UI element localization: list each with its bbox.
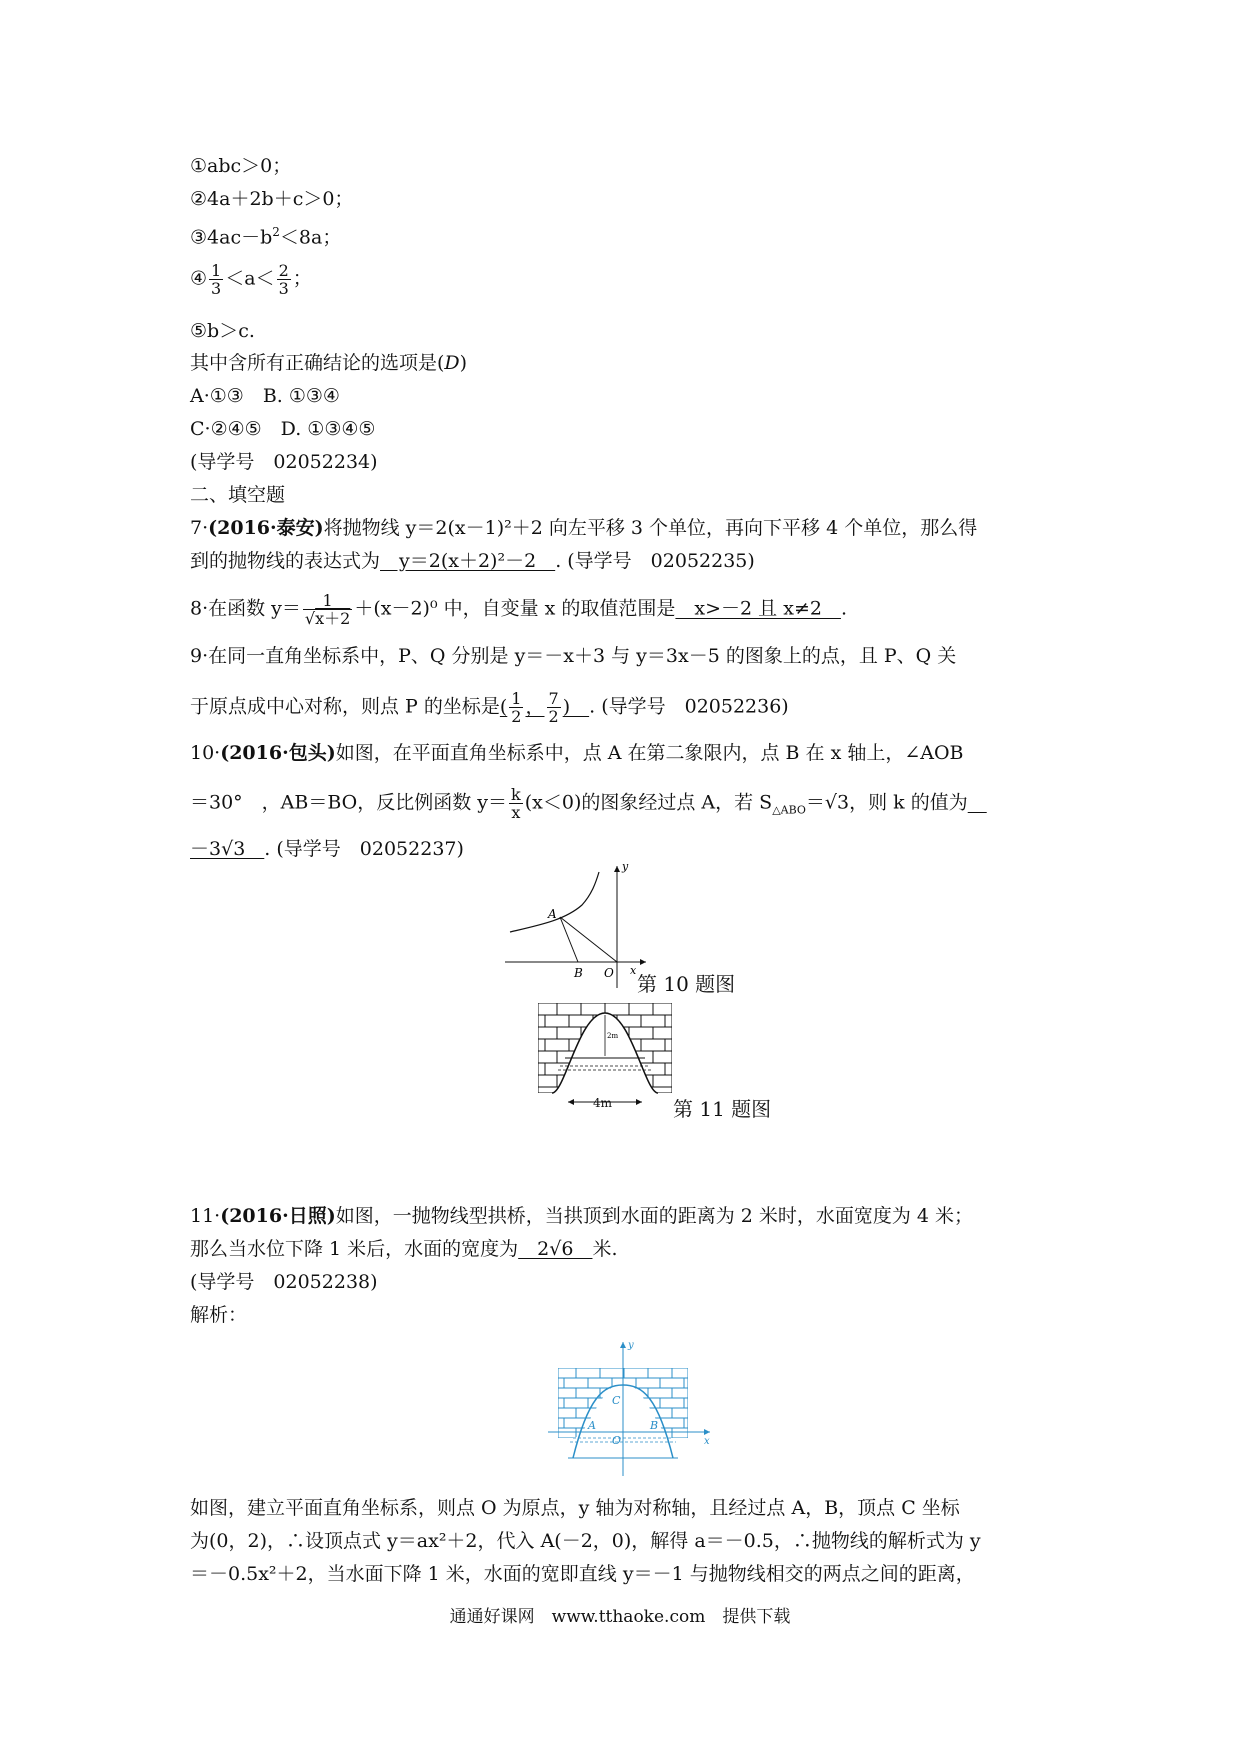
fraction: $\frac{2}{3}$ [278, 261, 289, 298]
q9-line2: 于原点成中心对称，则点 P 的坐标是( $\frac{1}{2}$ ， $\frac{7}{2}$ ) . (导学号 02052236) [190, 689, 789, 726]
option-1: ①abc＞0； [190, 155, 292, 177]
solution-line2: 为(0，2)，∴设顶点式 y＝ax²＋2，代入 A(－2，0)，解得 a＝－0.5，∴抛物线的解析式为 y [190, 1530, 981, 1552]
label-O: O [604, 966, 614, 980]
q10-line1: 10·(2016·包头)如图，在平面直角坐标系中，点 A 在第二象限内，点 B 在 x 轴上，∠AOB [190, 742, 964, 764]
q9-line1: 9·在同一直角坐标系中，P、Q 分别是 y＝－x＋3 与 y＝3x－5 的图象上的点，且 P、Q 关 [190, 645, 957, 667]
q7-answer: y＝2(x＋2)²－2 [380, 550, 556, 572]
q7-line2: 到的抛物线的表达式为 y＝2(x＋2)²－2 . (导学号 02052235) [190, 550, 755, 572]
label-O: O [612, 1434, 622, 1447]
section-title: 二、填空题 [190, 484, 286, 506]
q6-choices-ab: A·①③ B. ①③④ [190, 385, 340, 407]
fraction: $\frac{1}{3}$ [211, 261, 222, 298]
width-label: 4m [593, 1096, 613, 1110]
label-x: x [630, 964, 637, 977]
q6-answer: D [444, 352, 460, 374]
fig10-caption: 第 10 题图 [637, 972, 736, 996]
analysis-label: 解析： [190, 1304, 248, 1326]
figure-q10 [500, 860, 650, 990]
solution-figure [528, 1338, 718, 1478]
label-C: C [612, 1394, 621, 1407]
q10-line2: ＝30° ，AB＝BO，反比例函数 y＝ $\frac{k}{x}$ (x＜0)的图象经过点 A，若 $S_{\triangle ABO}=√3$，则 k 的值为 [190, 785, 968, 822]
q11-line2: 那么当水位下降 1 米后，水面的宽度为 2√6 米. [190, 1238, 618, 1260]
figure-q11 [535, 998, 675, 1118]
label-A: A [548, 907, 557, 921]
fraction: $\frac{1}{√x+2}$ [304, 591, 351, 628]
q8-answer: x>－2 且 x≠2 [675, 597, 841, 620]
q6-stem: 其中含所有正确结论的选项是(D) [190, 352, 468, 374]
label-y: y [622, 860, 629, 873]
option-2: ②4a＋2b＋c＞0； [190, 188, 354, 210]
q11-line1: 11·(2016·日照)如图，一抛物线型拱桥，当拱顶到水面的距离为 2 米时，水面宽度为 4 米； [190, 1205, 974, 1227]
q6-choices-cd: C·②④⑤ D. ①③④⑤ [190, 418, 376, 440]
q10-answer: －3√3 [190, 838, 265, 860]
label-x: x [704, 1436, 710, 1447]
label-B: B [650, 1419, 659, 1432]
solution-line3: ＝－0.5x²＋2，当水面下降 1 米，水面的宽即直线 y＝－1 与抛物线相交的两点之间的距离， [190, 1563, 975, 1585]
label-A: A [588, 1419, 596, 1432]
q6-guide-number: (导学号 02052234) [190, 451, 378, 473]
option-5: ⑤b＞c. [190, 320, 255, 342]
q11-guide-number: (导学号 02052238) [190, 1271, 378, 1293]
q10-line3: －3√3 . (导学号 02052237) [190, 838, 464, 860]
option-3: $③4ac-b^2<8a$； [190, 225, 342, 249]
q11-answer: 2√6 [518, 1238, 593, 1260]
label-B: B [574, 966, 583, 980]
fraction: $\frac{k}{x}$ [511, 785, 521, 822]
option-4: ④ $\frac{1}{3}$ ＜a＜ $\frac{2}{3}$ ； [190, 261, 312, 298]
height-label: 2m [607, 1032, 619, 1040]
solution-line1: 如图，建立平面直角坐标系，则点 O 为原点，y 轴为对称轴，且经过点 A，B，顶点 C 坐标 [190, 1497, 960, 1519]
fig11-caption: 第 11 题图 [673, 1097, 772, 1121]
q7-line1: 7·(2016·泰安)将抛物线 y＝2(x－1)²＋2 向左平移 3 个单位，再向下平移 4 个单位，那么得 [190, 517, 978, 539]
q8: 8·在函数 y＝ $\frac{1}{√x+2}$ ＋(x－2)⁰ 中，自变量 x 的取值范围是 x>－2 且 x≠2 . [190, 591, 847, 628]
page-footer: 通通好课网 www.tthaoke.com 提供下载 [449, 1607, 791, 1627]
q9-answer: ( $\frac{1}{2}$ ， $\frac{7}{2}$ ) [499, 689, 590, 726]
label-y: y [628, 1340, 634, 1351]
